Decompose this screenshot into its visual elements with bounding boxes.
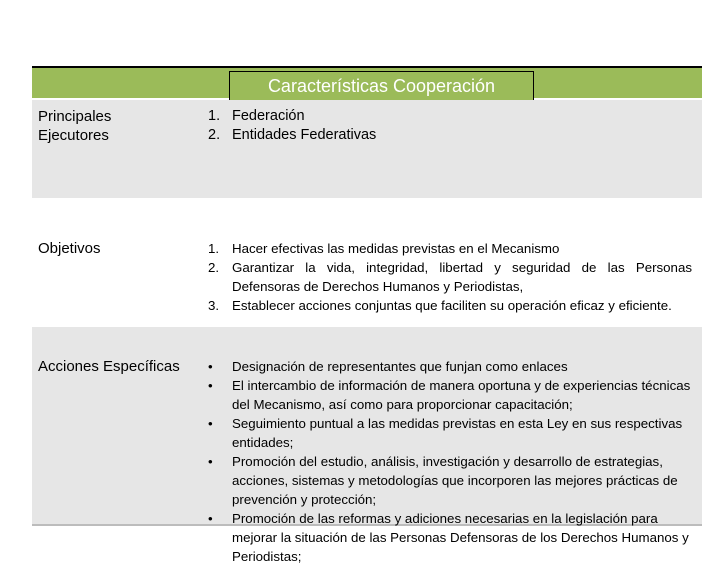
objetivos-list [208, 239, 692, 315]
list-item: 1. Hacer efectivas las medidas previstas en el Mecanismo [208, 241, 560, 256]
ejecutores-list [208, 107, 376, 145]
list-item: 2. Garantizar la vida, integridad, libertad y seguridad de las Personas Defensoras de Derechos Humanos y Periodistas, [208, 260, 692, 294]
table-title: Características Cooperación [229, 71, 534, 101]
list-item: 3. Establecer acciones conjuntas que faciliten su operación eficaz y eficiente. [208, 298, 672, 313]
list-item: • El intercambio de información de manera oportuna y de experiencias técnicas del Mecanismo, así como para proporcionar capacitación; [208, 378, 691, 412]
row-label: Acciones Específicas [38, 358, 180, 375]
table-row-acciones [32, 327, 702, 564]
list-item: • Seguimiento puntual a las medidas previstas en esta Ley en sus respectivas entidades; [208, 416, 683, 450]
characteristics-table [32, 66, 702, 564]
table-row-objetivos [32, 201, 702, 327]
list-item: 2. Entidades Federativas [208, 127, 377, 143]
row-label: Objetivos [38, 240, 101, 257]
list-item: 1. Federación [208, 108, 305, 124]
list-item: • Promoción de las reformas y adiciones necesarias en la legislación para mejorar la situación de las Personas Defensoras de los Derechos Humanos y Periodistas; [208, 511, 689, 564]
table-header [32, 66, 702, 100]
list-item: • Promoción del estudio, análisis, investigación y desarrollo de estrategias, acciones, sistemas y metodologías que incorporen las mejores prácticas de prevención y protección; [208, 454, 678, 507]
list-item: • Designación de representantes que funjan como enlaces [208, 359, 568, 374]
acciones-list [208, 357, 702, 566]
row-label: Principales Ejecutores [38, 108, 112, 144]
table-row-ejecutores [32, 100, 702, 200]
